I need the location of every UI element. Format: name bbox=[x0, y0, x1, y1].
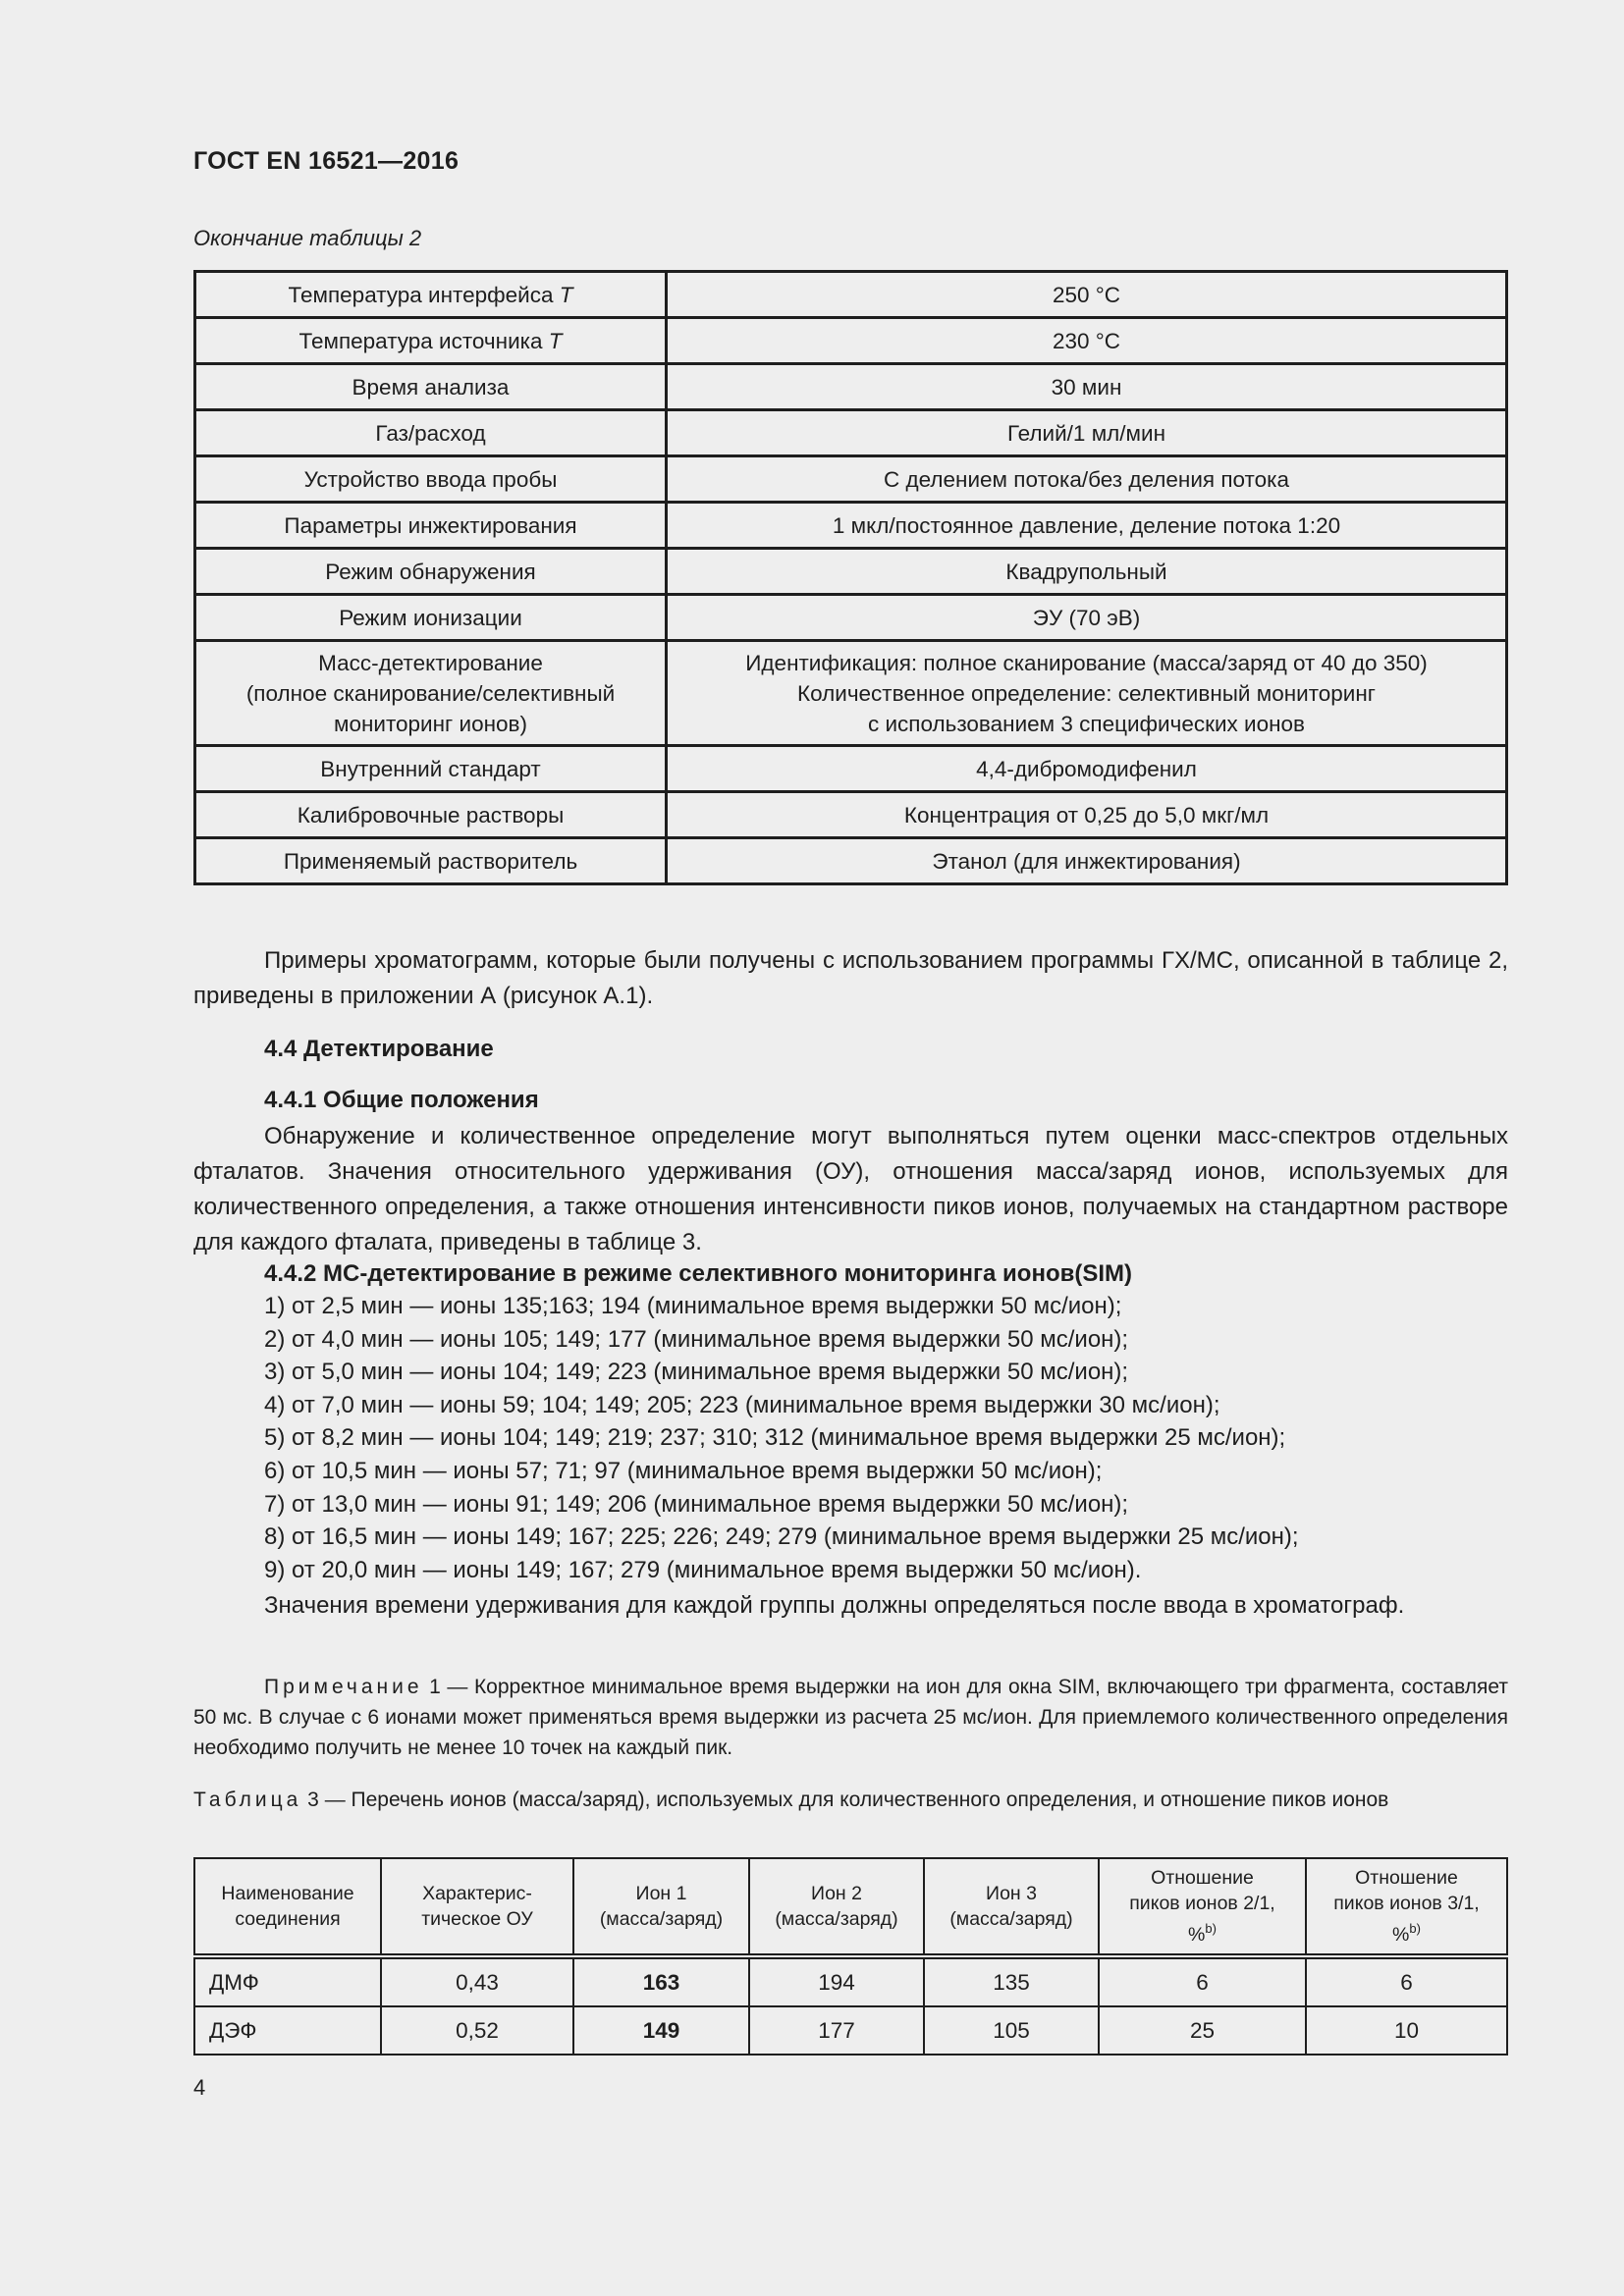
param-line: (полное сканирование/селективный bbox=[245, 680, 616, 706]
table2-continuation-caption: Окончание таблицы 2 bbox=[193, 226, 422, 250]
param-cell: Применяемый растворитель bbox=[195, 838, 667, 884]
param-cell bbox=[195, 641, 667, 746]
table-row bbox=[195, 272, 1507, 318]
ion3-value: 135 bbox=[924, 1956, 1099, 2006]
value-cell: 1 мкл/постоянное давление, деление потока 1:20 bbox=[667, 503, 1507, 549]
section-heading-4-4-1: 4.4.1 Общие положения bbox=[264, 1087, 539, 1113]
ratio-3-1-value: 6 bbox=[1306, 1956, 1507, 2006]
column-header-name bbox=[194, 1858, 381, 1956]
param-cell: Внутренний стандарт bbox=[195, 746, 667, 792]
ratio-2-1-value: 25 bbox=[1099, 2006, 1306, 2055]
header-line: соединения bbox=[235, 1908, 341, 1930]
header-line: Ион 1 bbox=[635, 1883, 687, 1904]
value-cell: Этанол (для инжектирования) bbox=[667, 838, 1507, 884]
note-text: 1 — Корректное минимальное время выдержки на ион для окна SIM, включающего три фрагмента, составляет 50 мс. В случае с 6 ионами может применяться время выдержки из расчета 25 мс/ион. Для приемлемого количественного определения необходимо получить не менее 10 точек на каждый пик. bbox=[193, 1676, 1508, 1759]
value-cell: 250 °C bbox=[667, 272, 1507, 318]
note-label: Примечание bbox=[264, 1676, 423, 1698]
param-line: Масс-детектирование bbox=[318, 650, 543, 675]
footnote-ref: b) bbox=[1409, 1921, 1421, 1936]
value-cell: С делением потока/без деления потока bbox=[667, 456, 1507, 503]
value-line: Количественное определение: селективный мониторинг bbox=[797, 680, 1376, 706]
table-row bbox=[195, 838, 1507, 884]
table-row bbox=[195, 503, 1507, 549]
list-item: 3) от 5,0 мин — ионы 104; 149; 223 (минимальное время выдержки 50 мс/ион); bbox=[264, 1359, 1129, 1386]
header-line bbox=[1104, 1916, 1301, 1948]
header-line: Отношение bbox=[1355, 1867, 1458, 1889]
value-cell: Концентрация от 0,25 до 5,0 мкг/мл bbox=[667, 792, 1507, 838]
ion3-value: 105 bbox=[924, 2006, 1099, 2055]
list-item: 5) от 8,2 мин — ионы 104; 149; 219; 237; 310; 312 (минимальное время выдержки 25 мс/ион); bbox=[264, 1424, 1286, 1452]
value-cell: Квадрупольный bbox=[667, 549, 1507, 595]
table3-caption-label: Таблица bbox=[193, 1789, 302, 1811]
note-1 bbox=[193, 1672, 1508, 1763]
param-cell: Режим ионизации bbox=[195, 595, 667, 641]
header-line: Ион 2 bbox=[811, 1883, 862, 1904]
value-cell: ЭУ (70 эВ) bbox=[667, 595, 1507, 641]
header-line bbox=[1311, 1916, 1502, 1948]
value-cell bbox=[667, 641, 1507, 746]
param-cell: Газ/расход bbox=[195, 410, 667, 456]
param-cell: Режим обнаружения bbox=[195, 549, 667, 595]
value-cell: Гелий/1 мл/мин bbox=[667, 410, 1507, 456]
param-label: Температура источника bbox=[298, 328, 549, 353]
param-cell: Параметры инжектирования bbox=[195, 503, 667, 549]
param-cell bbox=[195, 318, 667, 364]
table-row bbox=[195, 595, 1507, 641]
param-label: Температура интерфейса bbox=[288, 282, 560, 307]
column-header-ion1 bbox=[573, 1858, 749, 1956]
list-item: 2) от 4,0 мин — ионы 105; 149; 177 (минимальное время выдержки 50 мс/ион); bbox=[264, 1325, 1129, 1353]
footnote-ref: b) bbox=[1205, 1921, 1217, 1936]
table-2-gc-ms-parameters bbox=[193, 270, 1508, 885]
page-number: 4 bbox=[193, 2075, 206, 2100]
header-line: Ион 3 bbox=[986, 1883, 1037, 1904]
compound-name: ДЭФ bbox=[194, 2006, 381, 2055]
ratio-3-1-value: 10 bbox=[1306, 2006, 1507, 2055]
percent-sign: % bbox=[1188, 1924, 1206, 1946]
document-header: ГОСТ EN 16521—2016 bbox=[193, 147, 460, 175]
ou-value: 0,43 bbox=[381, 1956, 573, 2006]
column-header-ratio-2-1 bbox=[1099, 1858, 1306, 1956]
ion1-value: 163 bbox=[573, 1956, 749, 2006]
ion1-value: 149 bbox=[573, 2006, 749, 2055]
table-row bbox=[195, 746, 1507, 792]
param-cell: Устройство ввода пробы bbox=[195, 456, 667, 503]
value-cell: 30 мин bbox=[667, 364, 1507, 410]
header-line: пиков ионов 2/1, bbox=[1129, 1893, 1275, 1914]
ion2-value: 177 bbox=[749, 2006, 924, 2055]
table-row bbox=[195, 456, 1507, 503]
paragraph-examples: Примеры хроматограмм, которые были получены с использованием программы ГХ/МС, описанной в таблице 2, приведены в приложении А (рисунок А.1). bbox=[193, 947, 1508, 1009]
header-line: (масса/заряд) bbox=[599, 1908, 724, 1930]
table-header-row bbox=[194, 1858, 1507, 1956]
table-row bbox=[195, 364, 1507, 410]
column-header-ratio-3-1 bbox=[1306, 1858, 1507, 1956]
sim-window-list bbox=[264, 1290, 1511, 1586]
table-row bbox=[195, 792, 1507, 838]
list-item: 7) от 13,0 мин — ионы 91; 149; 206 (минимальное время выдержки 50 мс/ион); bbox=[264, 1490, 1129, 1518]
list-item: 9) от 20,0 мин — ионы 149; 167; 279 (минимальное время выдержки 50 мс/ион). bbox=[264, 1556, 1142, 1583]
list-item: 8) от 16,5 мин — ионы 149; 167; 225; 226; 249; 279 (минимальное время выдержки 25 мс/ион); bbox=[264, 1523, 1299, 1551]
section-heading-4-4-2: 4.4.2 МС-детектирование в режиме селективного мониторинга ионов(SIM) bbox=[264, 1260, 1133, 1287]
paragraph-retention: Значения времени удерживания для каждой группы должны определяться после ввода в хроматограф. bbox=[264, 1592, 1405, 1619]
value-cell: 230 °C bbox=[667, 318, 1507, 364]
ou-value: 0,52 bbox=[381, 2006, 573, 2055]
compound-name: ДМФ bbox=[194, 1956, 381, 2006]
table3-caption-text: 3 — Перечень ионов (масса/заряд), используемых для количественного определения, и отношение пиков ионов bbox=[301, 1789, 1389, 1811]
table-row bbox=[195, 410, 1507, 456]
value-line: Идентификация: полное сканирование (масса/заряд от 40 до 350) bbox=[745, 650, 1428, 675]
table-row bbox=[195, 549, 1507, 595]
column-header-ou bbox=[381, 1858, 573, 1956]
value-cell: 4,4-дибромодифенил bbox=[667, 746, 1507, 792]
param-cell: Калибровочные растворы bbox=[195, 792, 667, 838]
param-symbol: T bbox=[559, 282, 573, 307]
param-line: мониторинг ионов) bbox=[334, 711, 527, 736]
table-row bbox=[194, 1956, 1507, 2006]
list-item: 1) от 2,5 мин — ионы 135;163; 194 (минимальное время выдержки 50 мс/ион); bbox=[264, 1293, 1122, 1319]
value-line: с использованием 3 специфических ионов bbox=[867, 711, 1305, 736]
table-row bbox=[195, 641, 1507, 746]
header-line: тическое ОУ bbox=[421, 1908, 533, 1930]
table-row bbox=[195, 318, 1507, 364]
table-row bbox=[194, 2006, 1507, 2055]
percent-sign: % bbox=[1392, 1924, 1410, 1946]
header-line: (масса/заряд) bbox=[775, 1908, 898, 1930]
ratio-2-1-value: 6 bbox=[1099, 1956, 1306, 2006]
header-line: (масса/заряд) bbox=[949, 1908, 1073, 1930]
header-line: пиков ионов 3/1, bbox=[1333, 1893, 1480, 1914]
table3-caption bbox=[193, 1785, 1508, 1815]
table-3-ion-list bbox=[193, 1857, 1508, 2056]
header-line: Наименование bbox=[221, 1883, 354, 1904]
header-line: Характерис- bbox=[422, 1883, 532, 1904]
column-header-ion2 bbox=[749, 1858, 924, 1956]
param-symbol: T bbox=[548, 328, 563, 353]
column-header-ion3 bbox=[924, 1858, 1099, 1956]
list-item: 6) от 10,5 мин — ионы 57; 71; 97 (минимальное время выдержки 50 мс/ион); bbox=[264, 1457, 1103, 1484]
param-cell bbox=[195, 272, 667, 318]
section-heading-4-4: 4.4 Детектирование bbox=[264, 1036, 494, 1062]
paragraph-general: Обнаружение и количественное определение могут выполняться путем оценки масс-спектров отдельных фталатов. Значения относительного удерживания (ОУ), отношения масса/заряд ионов, используемых для количественного определения, а также отношения интенсивности пиков ионов, получаемых на стандартном растворе для каждого фталата, приведены в таблице 3. bbox=[193, 1123, 1508, 1255]
list-item: 4) от 7,0 мин — ионы 59; 104; 149; 205; 223 (минимальное время выдержки 30 мс/ион); bbox=[264, 1391, 1220, 1418]
ion2-value: 194 bbox=[749, 1956, 924, 2006]
param-cell: Время анализа bbox=[195, 364, 667, 410]
header-line: Отношение bbox=[1151, 1867, 1254, 1889]
